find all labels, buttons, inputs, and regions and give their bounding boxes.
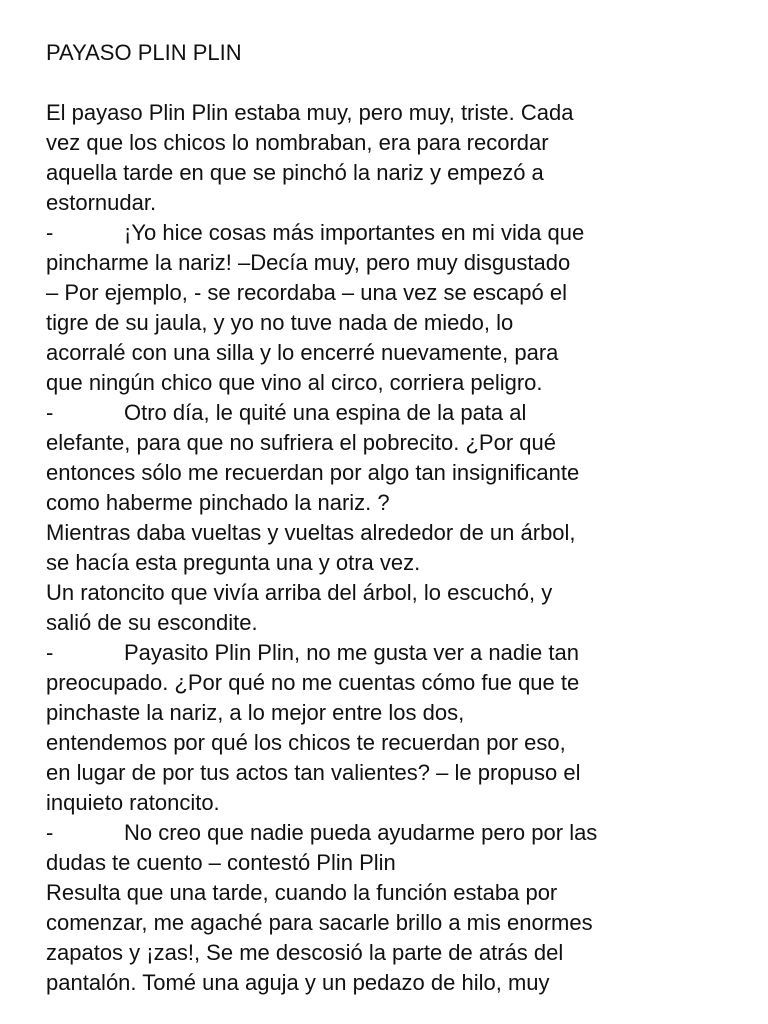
line-text: zapatos y ¡zas!, Se me descosió la parte de atrás del bbox=[46, 940, 564, 965]
text-line bbox=[46, 698, 746, 728]
text-line bbox=[46, 518, 746, 548]
text-line bbox=[46, 638, 746, 668]
line-text: en lugar de por tus actos tan valientes? – le propuso el bbox=[46, 760, 581, 785]
text-line bbox=[46, 848, 746, 878]
line-text: pantalón. Tomé una aguja y un pedazo de hilo, muy bbox=[46, 970, 550, 995]
line-text: como haberme pinchado la nariz. ? bbox=[46, 490, 390, 515]
line-text: Un ratoncito que vivía arriba del árbol, lo escuchó, y bbox=[46, 580, 553, 605]
line-text: estornudar. bbox=[46, 190, 157, 215]
document-body bbox=[46, 98, 746, 998]
line-text: ¡Yo hice cosas más importantes en mi vida que bbox=[124, 220, 585, 245]
text-line bbox=[46, 98, 746, 128]
line-text: pincharme la nariz! –Decía muy, pero muy disgustado bbox=[46, 250, 571, 275]
text-line bbox=[46, 608, 746, 638]
text-line bbox=[46, 248, 746, 278]
text-line bbox=[46, 428, 746, 458]
text-line bbox=[46, 218, 746, 248]
line-text: acorralé con una silla y lo encerré nuevamente, para bbox=[46, 340, 559, 365]
line-text: tigre de su jaula, y yo no tuve nada de miedo, lo bbox=[46, 310, 514, 335]
dialogue-dash: - bbox=[46, 820, 54, 845]
line-text: Mientras daba vueltas y vueltas alrededor de un árbol, bbox=[46, 520, 576, 545]
line-text: entonces sólo me recuerdan por algo tan insignificante bbox=[46, 460, 580, 485]
line-text: se hacía esta pregunta una y otra vez. bbox=[46, 550, 421, 575]
line-text: – Por ejemplo, - se recordaba – una vez se escapó el bbox=[46, 280, 567, 305]
line-text: El payaso Plin Plin estaba muy, pero muy, triste. Cada bbox=[46, 100, 574, 125]
document-page bbox=[46, 38, 746, 998]
line-text: aquella tarde en que se pinchó la nariz y empezó a bbox=[46, 160, 544, 185]
text-line bbox=[46, 668, 746, 698]
text-line bbox=[46, 338, 746, 368]
line-text: vez que los chicos lo nombraban, era para recordar bbox=[46, 130, 549, 155]
text-line bbox=[46, 488, 746, 518]
line-text: que ningún chico que vino al circo, corriera peligro. bbox=[46, 370, 543, 395]
text-line bbox=[46, 818, 746, 848]
line-text: Payasito Plin Plin, no me gusta ver a nadie tan bbox=[124, 640, 579, 665]
line-text: pinchaste la nariz, a lo mejor entre los dos, bbox=[46, 700, 465, 725]
text-line bbox=[46, 128, 746, 158]
text-line bbox=[46, 188, 746, 218]
text-line bbox=[46, 578, 746, 608]
text-line bbox=[46, 878, 746, 908]
text-line bbox=[46, 278, 746, 308]
text-line bbox=[46, 968, 746, 998]
text-line bbox=[46, 308, 746, 338]
line-text: No creo que nadie pueda ayudarme pero por las bbox=[124, 820, 598, 845]
text-line bbox=[46, 908, 746, 938]
text-line bbox=[46, 368, 746, 398]
text-line bbox=[46, 938, 746, 968]
text-line bbox=[46, 158, 746, 188]
line-text: Otro día, le quité una espina de la pata al bbox=[124, 400, 527, 425]
text-line bbox=[46, 728, 746, 758]
text-line bbox=[46, 758, 746, 788]
dialogue-dash: - bbox=[46, 640, 54, 665]
text-line bbox=[46, 458, 746, 488]
line-text: salió de su escondite. bbox=[46, 610, 258, 635]
dialogue-dash: - bbox=[46, 400, 54, 425]
line-text: preocupado. ¿Por qué no me cuentas cómo fue que te bbox=[46, 670, 580, 695]
text-line bbox=[46, 398, 746, 428]
line-text: inquieto ratoncito. bbox=[46, 790, 220, 815]
line-text: Resulta que una tarde, cuando la función estaba por bbox=[46, 880, 558, 905]
text-line bbox=[46, 548, 746, 578]
document-title: PAYASO PLIN PLIN bbox=[46, 40, 242, 65]
line-text: elefante, para que no sufriera el pobrecito. ¿Por qué bbox=[46, 430, 556, 455]
line-text: dudas te cuento – contestó Plin Plin bbox=[46, 850, 396, 875]
text-line bbox=[46, 788, 746, 818]
dialogue-dash: - bbox=[46, 220, 54, 245]
line-text: entendemos por qué los chicos te recuerdan por eso, bbox=[46, 730, 566, 755]
line-text: comenzar, me agaché para sacarle brillo a mis enormes bbox=[46, 910, 593, 935]
